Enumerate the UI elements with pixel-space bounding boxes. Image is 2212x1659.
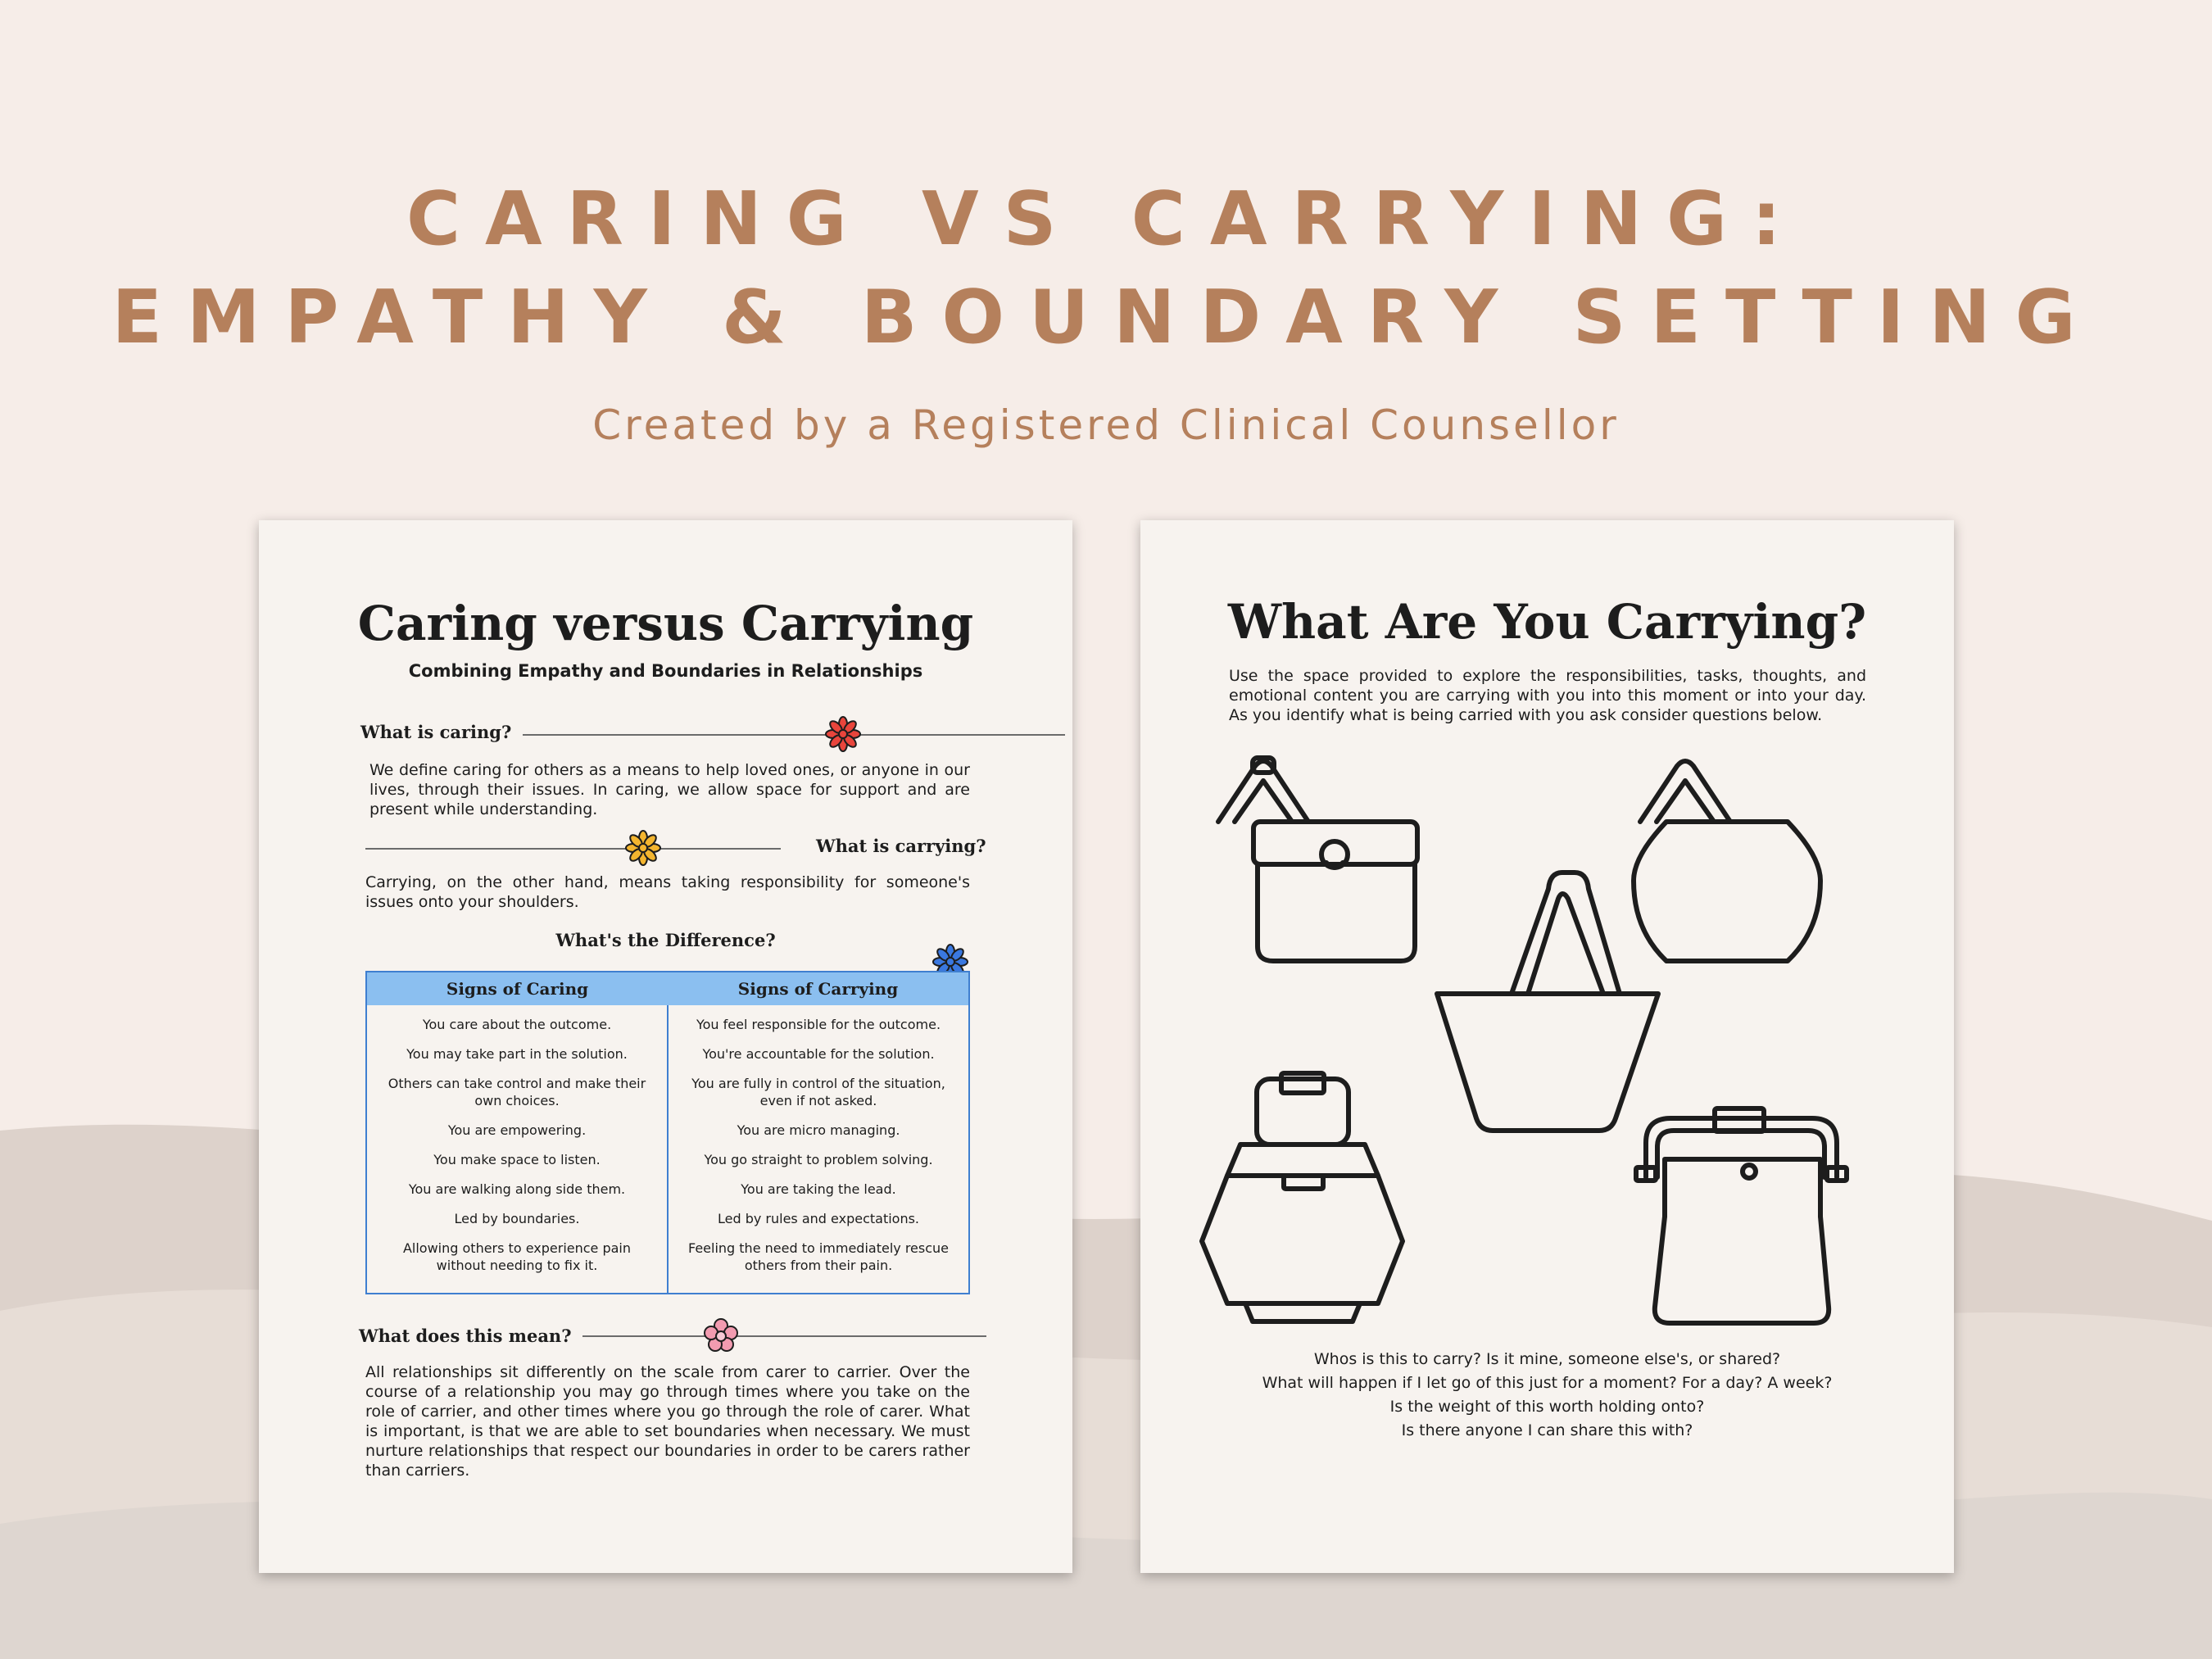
tote-bag-icon — [1437, 873, 1658, 1131]
caring-column — [367, 1005, 667, 1293]
table-cell: You care about the outcome. — [422, 1017, 612, 1032]
difference-heading: What's the Difference? — [555, 930, 776, 950]
divider-line — [523, 734, 1065, 736]
table-cell: Others can take control and make their own choices. — [388, 1076, 646, 1108]
sheet-title: What Are You Carrying? — [1227, 594, 1867, 650]
reflection-question: Is the weight of this worth holding onto? — [1389, 1398, 1705, 1416]
sheet-title: Caring versus Carrying — [357, 596, 974, 651]
sheet-intro: Use the space provided to explore the responsibilities, tasks, thoughts, and emotional content you are carrying with you into this moment or into your day. As you identify what is being carried with you ask consider questions below. — [1229, 667, 1866, 724]
question-carrying-label: What is carrying? — [816, 836, 986, 856]
hero-subtitle: Created by a Registered Clinical Counsellor — [592, 401, 1620, 449]
table-cell: You are empowering. — [447, 1122, 587, 1138]
table-cell: Led by boundaries. — [454, 1211, 580, 1226]
red-flower-icon — [825, 716, 861, 752]
table-cell: You are walking along side them. — [408, 1181, 626, 1197]
comparison-table — [365, 971, 970, 1294]
divider-line — [582, 1335, 986, 1337]
hero-title-line1: CARING VS CARRYING: — [406, 176, 1806, 262]
yellow-flower-icon — [625, 830, 661, 866]
reflection-question: What will happen if I let go of this just for a moment? For a day? A week? — [1262, 1374, 1833, 1392]
table-cell: You feel responsible for the outcome. — [696, 1017, 941, 1032]
table-header-row — [367, 972, 968, 1005]
worksheet-what-are-you-carrying — [1140, 520, 1954, 1573]
table-body — [367, 1005, 968, 1293]
table-cell: You go straight to problem solving. — [704, 1152, 933, 1167]
table-cell: Allowing others to experience pain without needing to fix it. — [402, 1240, 632, 1273]
table-cell: You make space to listen. — [433, 1152, 601, 1167]
table-cell: You are micro managing. — [737, 1122, 900, 1138]
table-header-carrying: Signs of Carrying — [737, 979, 899, 999]
reflection-question: Is there anyone I can share this with? — [1401, 1421, 1693, 1439]
table-cell: You are taking the lead. — [741, 1181, 896, 1197]
basket-bag-icon — [1636, 1108, 1847, 1323]
hero-title-line2: EMPATHY & BOUNDARY SETTING — [111, 274, 2101, 360]
pink-flower-icon — [703, 1318, 739, 1354]
divider-line — [365, 848, 781, 850]
table-header-caring: Signs of Caring — [446, 979, 589, 999]
table-cell: You may take part in the solution. — [406, 1046, 628, 1062]
question-caring-text: We define caring for others as a means to help loved ones, or anyone in our lives, through their issues. In caring, we allow space for support and are present while understanding. — [369, 761, 970, 818]
table-cell: You are fully in control of the situation, even if not asked. — [691, 1076, 945, 1108]
handbag-clasp-icon — [1218, 758, 1417, 961]
question-carrying-text: Carrying, on the other hand, means taking responsibility for someone's issues onto your shoulders. — [365, 873, 970, 911]
worksheet-caring-vs-carrying — [259, 520, 1072, 1573]
hexagon-bag-icon — [1202, 1073, 1403, 1321]
question-caring-label: What is caring? — [360, 722, 512, 742]
round-bag-icon — [1634, 761, 1820, 961]
table-cell: Feeling the need to immediately rescue others from their pain. — [687, 1240, 950, 1273]
sheet-subtitle: Combining Empathy and Boundaries in Relationships — [408, 661, 923, 681]
table-cell: Led by rules and expectations. — [717, 1211, 920, 1226]
question-meaning-label: What does this mean? — [359, 1326, 572, 1346]
reflection-question: Whos is this to carry? Is it mine, someone else's, or shared? — [1313, 1350, 1781, 1368]
carrying-column — [667, 1005, 968, 1293]
question-meaning-text: All relationships sit differently on the scale from carer to carrier. Over the course of a relationship you may go through times where you take on the role of carrier, and other times where you go through the role of carer. What is important, is that we are able to set boundaries when necessary. We must nurture relationships that respect our boundaries in order to be carers rather than carriers. — [365, 1363, 970, 1480]
table-cell: You're accountable for the solution. — [702, 1046, 935, 1062]
